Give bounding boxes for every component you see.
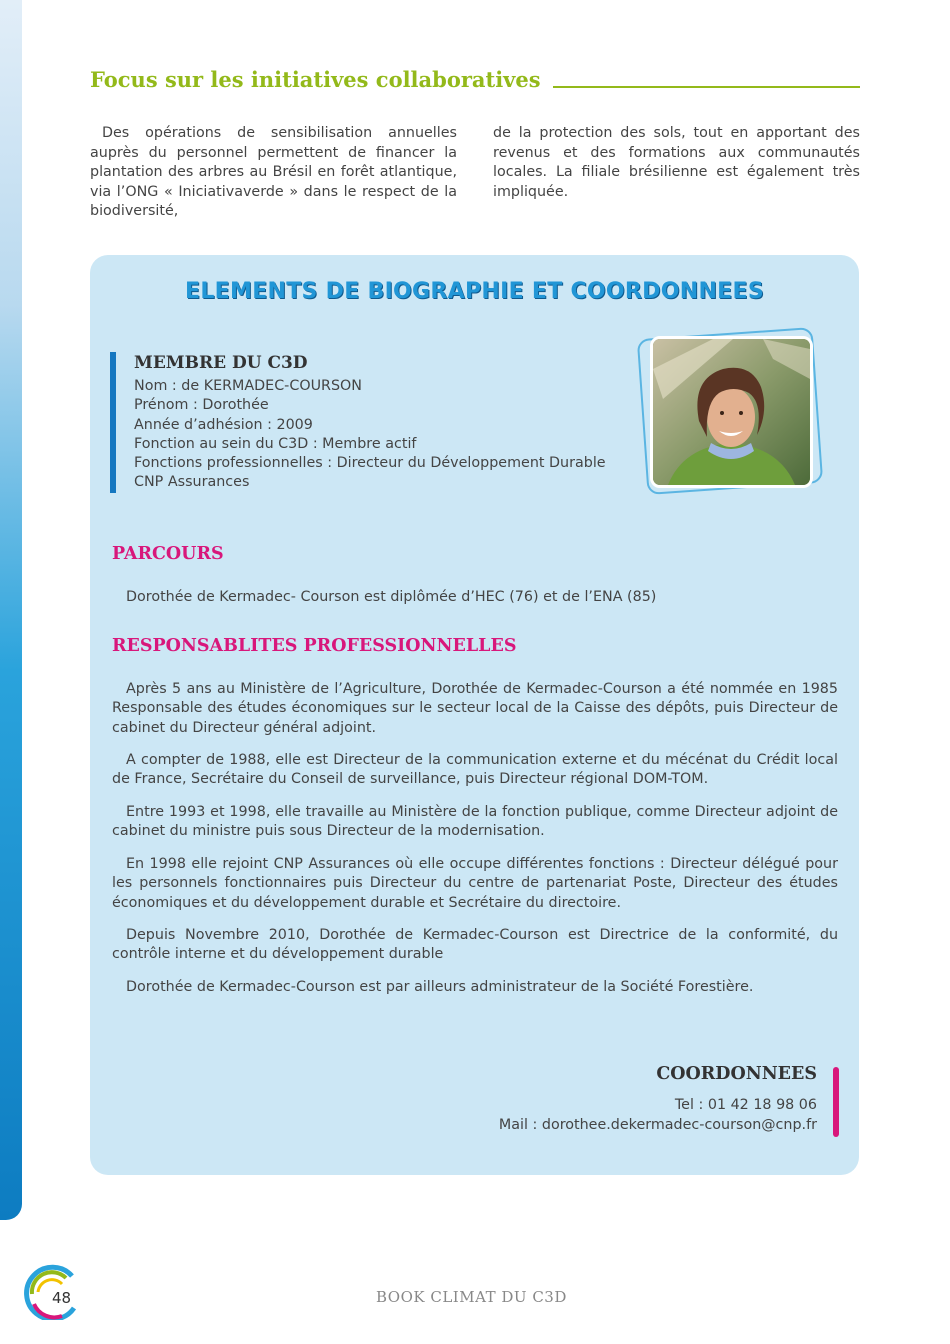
- responsabilites-paragraph: Entre 1993 et 1998, elle travaille au Ministère de la fonction publique, comme Directeur adjoint de cabinet du ministre puis sous Directeur de la modernisation.: [112, 804, 838, 840]
- contact-block: [499, 1063, 817, 1135]
- member-info: [110, 352, 654, 493]
- contact-phone: Tel : 01 42 18 98 06: [674, 1097, 817, 1113]
- intro-column-2: de la protection des sols, tout en apportant des revenus et des formations aux communautés locales. La filiale brésilienne est également très impliquée.: [493, 125, 860, 200]
- contact-accent-bar: [833, 1067, 839, 1137]
- member-company: CNP Assurances: [134, 474, 250, 491]
- member-firstname: Prénom : Dorothée: [134, 397, 269, 414]
- responsabilites-paragraph: Après 5 ans au Ministère de l’Agriculture, Dorothée de Kermadec-Courson a été nommée en 1985 Responsable des études économiques sur le secteur local de la Caisse des dépôts, puis Directeur de cabinet du Directeur général adjoint.: [112, 681, 838, 736]
- intro-text: [90, 124, 860, 222]
- intro-column-1: Des opérations de sensibilisation annuelles auprès du personnel permettent de financer la plantation des arbres au Brésil en forêt atlantique, via l’ONG « Iniciativaverde » dans le respect de la biodiversité,: [90, 125, 457, 219]
- heading-rule: [553, 86, 860, 88]
- parcours-heading: PARCOURS: [112, 544, 224, 564]
- section-title: Focus sur les initiatives collaboratives: [90, 67, 541, 92]
- responsabilites-paragraph: En 1998 elle rejoint CNP Assurances où elle occupe différentes fonctions : Directeur délégué pour les personnels fonctionnaires puis Directeur du centre de partenariat Poste, Directeur des études économiques et du développement durable et Secrétaire du directoire.: [112, 856, 838, 911]
- responsabilites-heading: RESPONSABLITES PROFESSIONNELLES: [112, 636, 517, 656]
- portrait-photo: [650, 336, 813, 488]
- responsabilites-paragraph: A compter de 1988, elle est Directeur de la communication externe et du mécénat du Crédit local de France, Secrétaire du Conseil de surveillance, puis Directeur régional DOM-TOM.: [112, 752, 838, 788]
- member-year: Année d’adhésion : 2009: [134, 416, 313, 433]
- contact-email[interactable]: Mail : dorothee.dekermadec-courson@cnp.fr: [498, 1117, 817, 1133]
- member-name: Nom : de KERMADEC-COURSON: [134, 378, 362, 394]
- card-title: ELEMENTS DE BIOGRAPHIE ET COORDONNEES: [185, 279, 764, 304]
- contact-heading: COORDONNEES: [656, 1064, 817, 1084]
- member-heading: MEMBRE DU C3D: [134, 353, 308, 373]
- member-role: Fonction au sein du C3D : Membre actif: [134, 435, 417, 452]
- responsabilites-paragraph: Depuis Novembre 2010, Dorothée de Kermadec-Courson est Directrice de la conformité, du contrôle interne et du développement durable: [112, 927, 838, 963]
- responsabilites-paragraph: Dorothée de Kermadec-Courson est par ailleurs administrateur de la Société Forestière.: [126, 979, 754, 995]
- section-heading: [90, 62, 860, 94]
- side-decoration-bar: [0, 0, 22, 1220]
- parcours-text: Dorothée de Kermadec- Courson est diplômée d’HEC (76) et de l’ENA (85): [126, 589, 657, 605]
- biography-card: [90, 255, 859, 1175]
- page-number: 48: [52, 1289, 72, 1307]
- member-functions: Fonctions professionnelles : Directeur du Développement Durable: [134, 455, 606, 472]
- footer-book-title: BOOK CLIMAT DU C3D: [376, 1288, 567, 1306]
